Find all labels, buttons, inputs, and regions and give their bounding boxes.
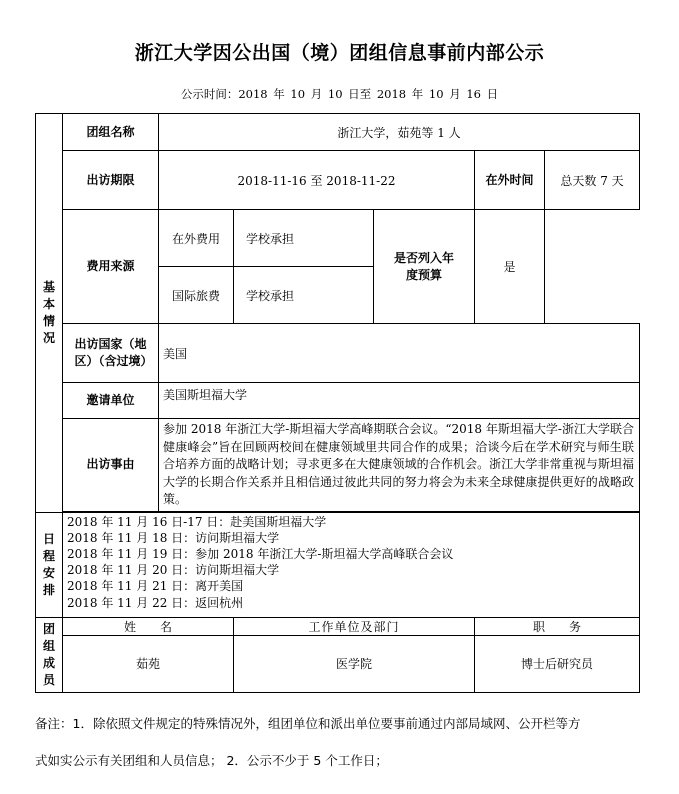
schedule-item: 2018 年 11 月 22 日：返回杭州 xyxy=(67,595,244,610)
inviter-label: 邀请单位 xyxy=(63,383,159,419)
schedule-item: 2018 年 11 月 20 日：访问斯坦福大学 xyxy=(67,563,280,578)
purpose-row xyxy=(36,419,640,512)
schedule-item: 2018 年 11 月 21 日：离开美国 xyxy=(67,579,244,594)
intl-travel-label: 国际旅费 xyxy=(159,267,234,324)
inviter-row xyxy=(36,383,640,419)
member-title: 博士后研究员 xyxy=(475,635,640,692)
period-label: 出访期限 xyxy=(63,151,159,210)
abroad-cost-value: 学校承担 xyxy=(234,210,374,267)
intl-travel-value: 学校承担 xyxy=(234,267,374,324)
section-basic-info: 基本情况 xyxy=(36,114,63,513)
period-row xyxy=(36,151,640,210)
section-schedule: 日程安排 xyxy=(36,512,63,617)
member-title-header: 职务 xyxy=(475,617,640,635)
page-title: 浙江大学因公出国（境）团组信息事前内部公示 xyxy=(134,42,545,64)
note-line-2: 式如实公示有关团组和人员信息； 2．公示不少于 5 个工作日； xyxy=(35,753,388,768)
member-row xyxy=(36,635,640,692)
member-name-header: 姓名 xyxy=(63,617,234,635)
schedule-row xyxy=(36,512,640,617)
purpose-label: 出访事由 xyxy=(63,419,159,512)
group-name-row xyxy=(36,114,640,151)
schedule-item: 2018 年 11 月 16 日-17 日：赴美国斯坦福大学 xyxy=(67,514,327,529)
inviter-value: 美国斯坦福大学 xyxy=(159,383,640,419)
schedule-item: 2018 年 11 月 19 日：参加 2018 年浙江大学-斯坦福大学高峰联合会议 xyxy=(67,546,454,561)
period-value: 2018-11-16 至 2018-11-22 xyxy=(159,151,475,210)
publication-time: 公示时间：2018 年 10 月 10 日至 2018 年 10 月 16 日 xyxy=(180,87,499,101)
purpose-value: 参加 2018 年浙江大学-斯坦福大学高峰期联合会议。“2018 年斯坦福大学-浙江大学联合健康峰会”旨在回顾两校间在健康领域里共同合作的成果；洽谈今后在学术研究与师生联合培养方面的战略计划；寻求更多在大健康领域的合作机会。浙江大学非常重视与斯坦福大学的长期合作关系并且相信通过彼此共同的努力将会为未来全球健康提供更好的战略政策。 xyxy=(159,419,640,512)
abroad-cost-label: 在外费用 xyxy=(159,210,234,267)
funding-label: 费用来源 xyxy=(63,210,159,324)
member-name: 茹苑 xyxy=(63,635,234,692)
time-abroad-label: 在外时间 xyxy=(475,151,545,210)
budget-label: 是否列入年度预算 xyxy=(374,210,475,324)
note-line-1: 备注：1．除依照文件规定的特殊情况外，组团单位和派出单位要事前通过内部局域网、公开栏等方 xyxy=(35,716,581,731)
budget-value: 是 xyxy=(475,210,545,324)
schedule-item: 2018 年 11 月 18 日：访问斯坦福大学 xyxy=(67,530,280,545)
section-members: 团组成员 xyxy=(36,617,63,692)
disclosure-table xyxy=(35,113,640,693)
group-name-value: 浙江大学，茹苑等 1 人 xyxy=(159,114,640,151)
country-label: 出访国家（地区）（含过境） xyxy=(63,324,159,383)
time-abroad-value: 总天数 7 天 xyxy=(545,151,640,210)
country-row xyxy=(36,324,640,383)
schedule-list xyxy=(63,512,640,617)
member-unit: 医学院 xyxy=(234,635,475,692)
member-unit-header: 工作单位及部门 xyxy=(234,617,475,635)
country-value: 美国 xyxy=(159,324,640,383)
members-header-row xyxy=(36,617,640,635)
group-name-label: 团组名称 xyxy=(63,114,159,151)
funding-row-1 xyxy=(36,210,640,267)
